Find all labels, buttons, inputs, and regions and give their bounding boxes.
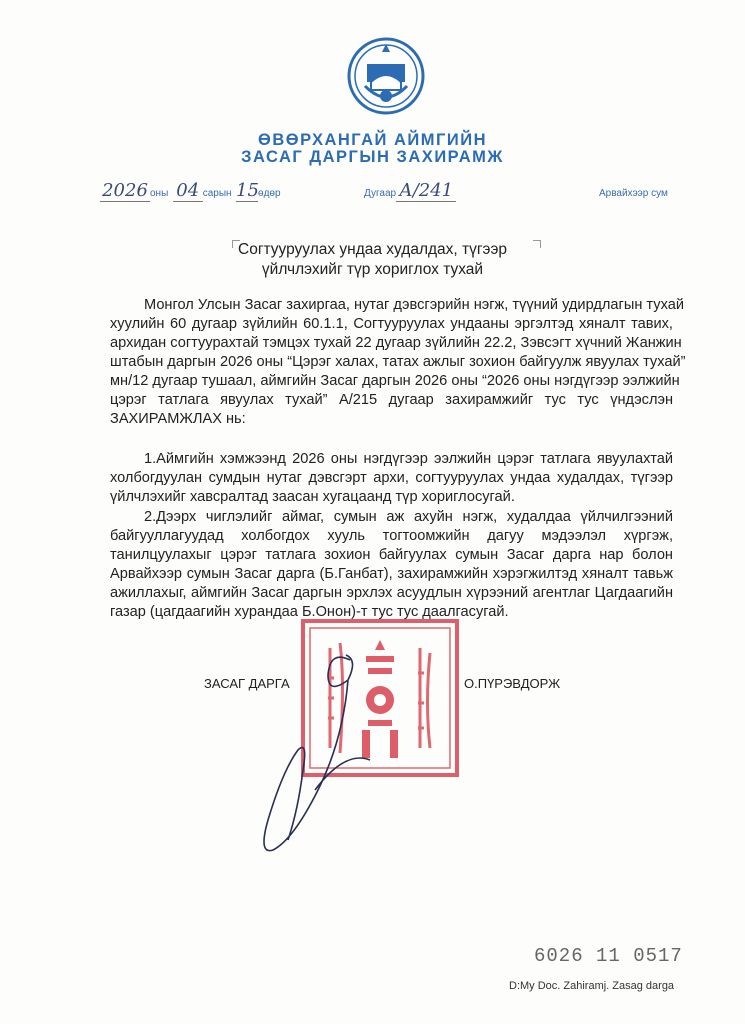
text-line: 2.Дээрх чиглэлийг аймаг, сумын аж ахуйн нэгж, худалдаа үйлчилгээний — [144, 509, 673, 525]
text-line: 1.Аймгийн хэмжээнд 2026 оны нэгдүгээр ээлжийн цэрэг татлага явуулахтай — [144, 451, 673, 467]
text-line: үйлчлэхийг хавсралтад заасан хугацаанд түр хориглосугай. — [110, 489, 515, 505]
org-name-line2: ЗАСАГ ДАРГЫН ЗАХИРАМЖ — [241, 148, 504, 166]
text-line: хуулийн 60 дугаар зүйлийн 60.1.1, Согтууруулах ундааны эргэлтэд хяналт тавих, — [110, 316, 673, 332]
state-emblem-icon — [347, 36, 425, 116]
text-line: ажиллахыг, аймгийн Засаг даргын эрхлэх асуудлын хүрээний агентлаг Цагдаагийн — [110, 585, 673, 601]
date-month: 04 — [173, 180, 203, 202]
text-line: архидан согтуурахтай тэмцэх тухай 22 дугаар зүйлийн 22.2, Зэвсэгт хүчний Жанжин — [110, 335, 682, 351]
text-line: мн/12 дугаар тушаал, аймгийн Засаг даргын 2026 оны “2026 оны нэгдүгээр ээлжийн — [110, 373, 680, 389]
document-number — [364, 180, 456, 202]
handwritten-signature — [255, 640, 395, 870]
month-label: сарын — [202, 188, 232, 199]
text-line: газар (цагдаагийн хурандаа Б.Онон)-т тус тус даалгасугай. — [110, 604, 509, 620]
document-title — [0, 240, 745, 280]
text-line: Арвайхээр сумын Засаг дарга (Б.Ганбат), захирамжийн хэрэгжилтэд хяналт тавьж — [110, 566, 673, 582]
day-label: өдөр — [258, 188, 281, 199]
text-line: ЗАХИРАМЖЛАХ нь: — [110, 411, 246, 427]
number-label: Дугаар — [364, 188, 397, 199]
date-line — [100, 180, 281, 202]
title-line2: үйлчлэхийг түр хориглох тухай — [261, 261, 484, 278]
text-line: Монгол Улсын Засаг захиргаа, нутаг дэвсгэрийн нэгж, түүний удирдлагын тухай — [144, 297, 684, 313]
paragraph-preamble — [110, 296, 686, 429]
text-line: цэрэг татлага явуулах тухай” А/215 дугаар захирамжийг тус тус үндэслэн — [110, 392, 673, 408]
date-day: 15 — [236, 180, 259, 201]
place: Арвайхээр сум — [599, 188, 668, 199]
registration-stamp-number: 6026 11 0517 — [534, 945, 683, 967]
number-value: А/241 — [396, 180, 456, 202]
paragraph-item-1 — [110, 450, 673, 507]
signatory-name: О.ПҮРЭВДОРЖ — [464, 676, 561, 691]
text-line: штабын даргын 2026 оны “Цэрэг халах, татах ажлыг зохион байгуулж явуулах тухай” — [110, 354, 686, 370]
text-line: танилцуулахыг цэрэг татлага зохион байгуулах сумын Засаг дарга нар болон — [110, 547, 673, 563]
text-line: холбогдуулан сумдын нутаг дэвсгэрт архи, согтууруулах ундаа худалдах, түгээр — [110, 470, 673, 486]
paragraph-item-2 — [110, 508, 673, 622]
signatory-position: ЗАСАГ ДАРГА — [204, 676, 290, 691]
file-path: D:My Doc. Zahiramj. Zasag darga — [509, 980, 675, 992]
year-label: оны — [150, 188, 169, 199]
date-year: 2026 — [100, 180, 150, 202]
text-line: байгууллагуудад холбогдох хууль тогтоомжийн дагуу мэдээлэл хүргэж, — [110, 528, 673, 544]
title-line1: Согтууруулах ундаа худалдах, түгээр — [238, 241, 507, 258]
org-name-line1: ӨВӨРХАНГАЙ АЙМГИЙН — [258, 131, 487, 149]
